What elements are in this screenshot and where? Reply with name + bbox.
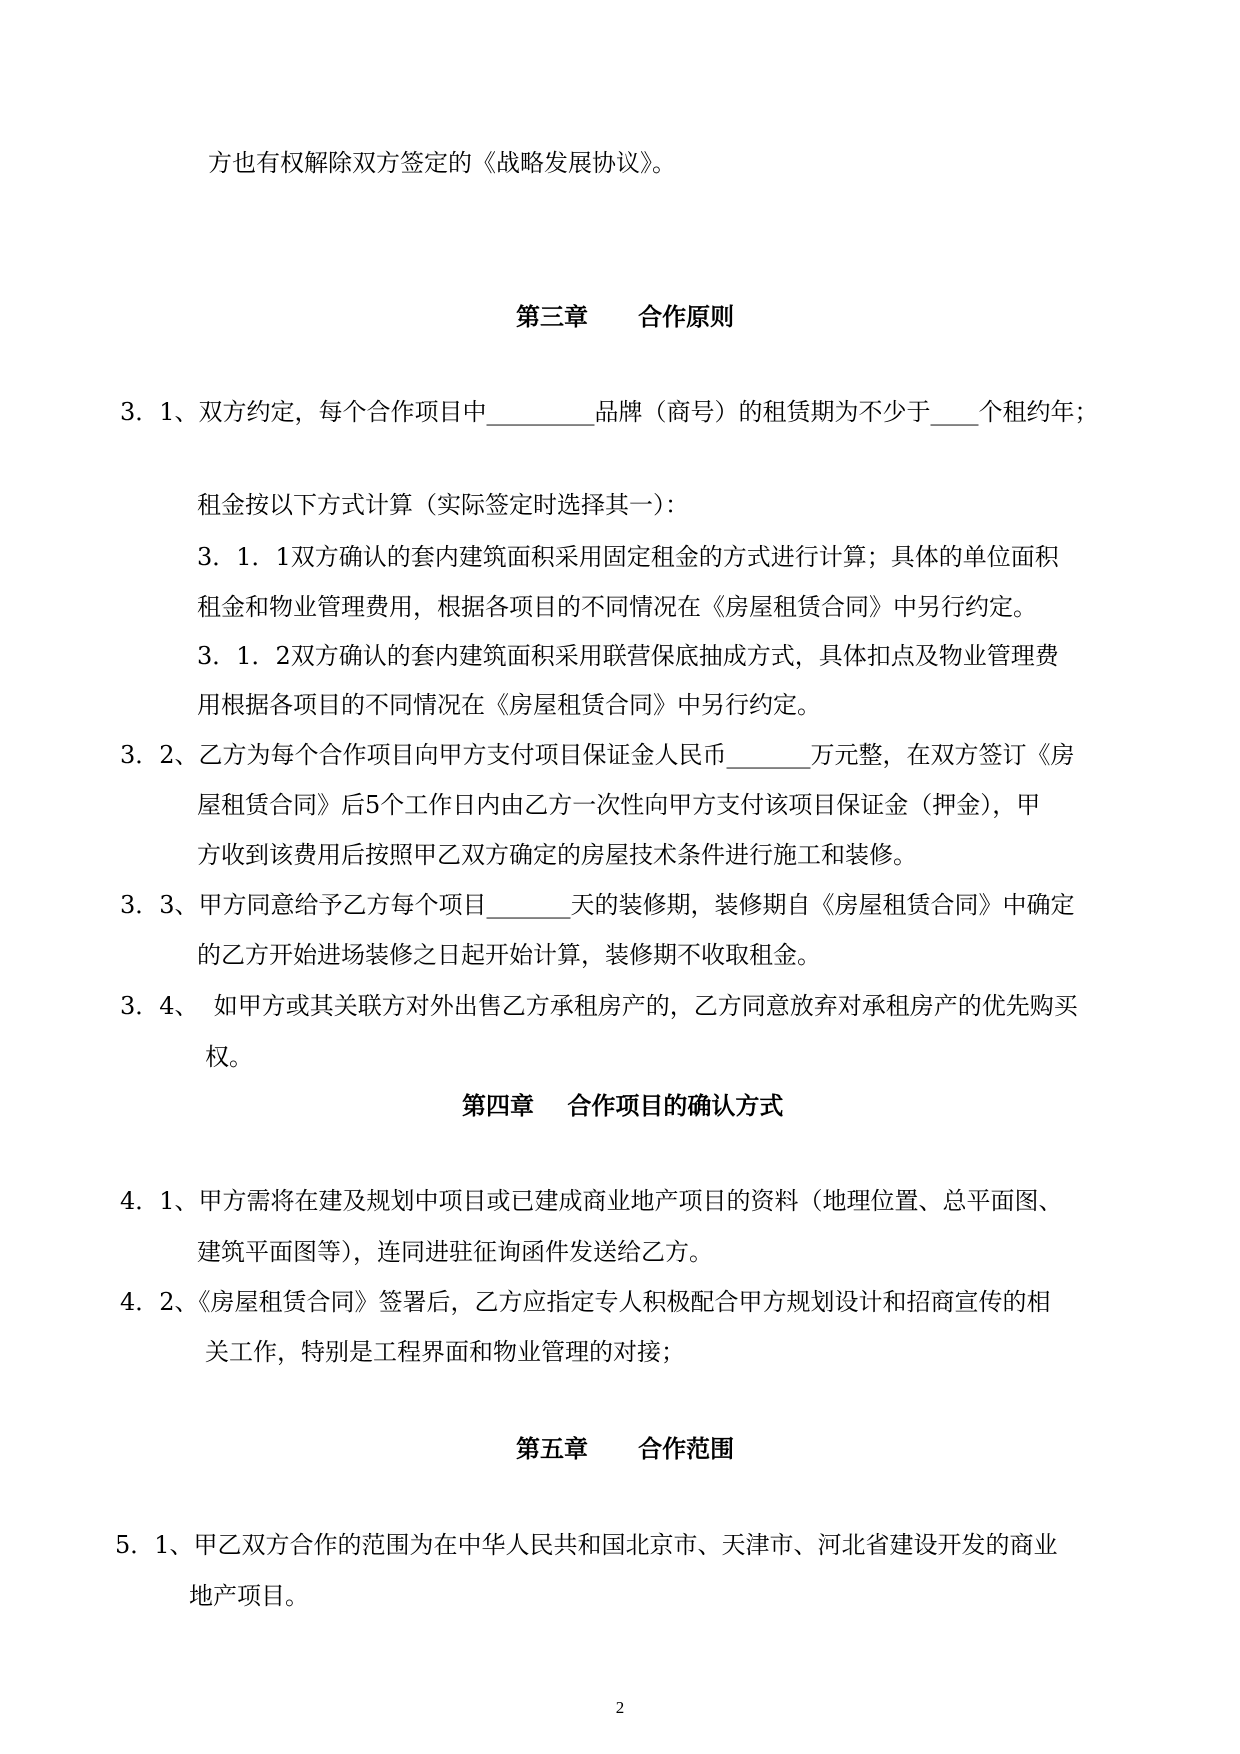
clause-3-1: 3．1、双方约定，每个合作项目中_________品牌（商号）的租赁期为不少于____个租约年； bbox=[120, 398, 1099, 426]
body-line-intro: 方也有权解除双方签定的《战略发展协议》。 bbox=[208, 149, 676, 177]
clause-4-2-line2: 关工作，特别是工程界面和物业管理的对接； bbox=[205, 1338, 685, 1366]
clause-3-1-2-line2: 用根据各项目的不同情况在《房屋租赁合同》中另行约定。 bbox=[197, 691, 821, 719]
clause-3-1-rent: 租金按以下方式计算（实际签定时选择其一）： bbox=[197, 491, 689, 519]
chapter-4-heading: 第四章 合作项目的确认方式 bbox=[462, 1092, 784, 1120]
clause-3-3-line2: 的乙方开始进场装修之日起开始计算，装修期不收取租金。 bbox=[197, 941, 821, 969]
clause-4-2-line1: 4．2、《房屋租赁合同》签署后，乙方应指定专人积极配合甲方规划设计和招商宣传的相 bbox=[120, 1288, 1051, 1316]
clause-3-1-1-line1: 3．1．1双方确认的套内建筑面积采用固定租金的方式进行计算；具体的单位面积 bbox=[197, 543, 1059, 571]
clause-3-2-line3: 方收到该费用后按照甲乙双方确定的房屋技术条件进行施工和装修。 bbox=[197, 841, 917, 869]
chapter-3-heading: 第三章 合作原则 bbox=[516, 303, 735, 331]
clause-3-1-1-line2: 租金和物业管理费用，根据各项目的不同情况在《房屋租赁合同》中另行约定。 bbox=[197, 593, 1037, 621]
clause-5-1-line2: 地产项目。 bbox=[189, 1582, 309, 1610]
clause-3-2-line1: 3．2、乙方为每个合作项目向甲方支付项目保证金人民币_______万元整，在双方签订《房 bbox=[120, 741, 1075, 769]
clause-4-1-line2: 建筑平面图等），连同进驻征询函件发送给乙方。 bbox=[197, 1238, 713, 1266]
chapter-5-heading: 第五章 合作范围 bbox=[516, 1435, 735, 1463]
clause-5-1-line1: 5．1、甲乙双方合作的范围为在中华人民共和国北京市、天津市、河北省建设开发的商业 bbox=[115, 1531, 1058, 1559]
clause-3-4-line2: 权。 bbox=[205, 1043, 253, 1071]
clause-4-1-line1: 4．1、甲方需将在建及规划中项目或已建成商业地产项目的资料（地理位置、总平面图、 bbox=[120, 1187, 1063, 1215]
clause-3-4-line1: 3．4、 如甲方或其关联方对外出售乙方承租房产的，乙方同意放弃对承租房产的优先购买 bbox=[120, 992, 1078, 1020]
clause-3-2-line2: 屋租赁合同》后5个工作日内由乙方一次性向甲方支付该项目保证金（押金），甲 bbox=[197, 791, 1041, 819]
clause-3-1-2-line1: 3．1．2双方确认的套内建筑面积采用联营保底抽成方式，具体扣点及物业管理费 bbox=[197, 642, 1059, 670]
page-number: 2 bbox=[615, 1698, 625, 1717]
clause-3-3-line1: 3．3、甲方同意给予乙方每个项目_______天的装修期，装修期自《房屋租赁合同》中确定 bbox=[120, 891, 1075, 919]
